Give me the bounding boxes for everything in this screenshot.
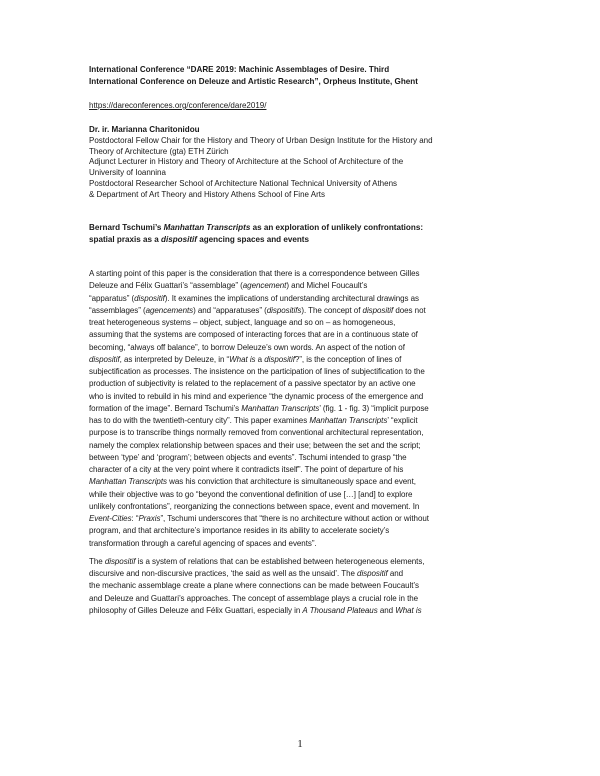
paragraph-line: dispositif, as interpreted by Deleuze, in “What is a dispositif?”, is the conception of lines of bbox=[89, 354, 402, 364]
paragraph-line: Manhattan Transcripts was his conviction that architecture is simultaneously space and event, bbox=[89, 477, 416, 487]
body-paragraph-1 bbox=[89, 268, 517, 550]
affiliation-line: Adjunct Lecturer in History and Theory of Architecture at the School of Architecture of the bbox=[89, 157, 404, 167]
affiliation-line: Theory of Architecture (gta) ETH Zürich bbox=[89, 146, 229, 156]
paragraph-line: “apparatus” (dispositif). It examines the implications of understanding architectural drawings as bbox=[89, 293, 420, 303]
paragraph-line: The dispositif is a system of relations that can be established between heterogeneous elements, bbox=[89, 556, 425, 566]
paragraph-line: transformation through a careful agencing of spaces and events”. bbox=[89, 538, 317, 548]
paragraph-line: has to do with the twentieth-century city”. This paper examines Manhattan Transcripts’ “explicit bbox=[89, 416, 418, 426]
conference-header bbox=[89, 64, 517, 112]
author-name: Dr. ir. Marianna Charitonidou bbox=[89, 125, 200, 134]
paragraph-line: treat heterogeneous systems – object, subject, language and so on – as homogeneous, bbox=[89, 318, 396, 328]
paragraph-line: formation of the image”. Bernard Tschumi’s Manhattan Transcripts’ (fig. 1 - fig. 3) “implicit purpose bbox=[89, 403, 429, 413]
page-number: 1 bbox=[297, 738, 303, 750]
paragraph-line: program, and that architecture’s importance resides in its ability to accelerate society’s bbox=[89, 526, 390, 536]
paragraph-line: the mechanic assemblage create a plane where connections can be made between Foucault’s bbox=[89, 581, 419, 591]
conference-title-line: International Conference “DARE 2019: Machinic Assemblages of Desire. Third bbox=[89, 65, 390, 74]
paragraph-line: namely the complex relationship between spaces and their use; between the set and the script; bbox=[89, 440, 421, 450]
paragraph-line: purpose is to transcribe things normally removed from conventional architectural representation, bbox=[89, 428, 424, 438]
affiliation-line: University of Ioannina bbox=[89, 168, 166, 178]
paragraph-line: who is invited to rebuild in his mind and experience “the dynamic process of the emergence and bbox=[89, 391, 424, 401]
paragraph-line: between ‘type’ and ‘program’; between objects and events”. Tschumi intended to grasp “the bbox=[89, 452, 407, 462]
document-page bbox=[89, 64, 517, 617]
paragraph-line: discursive and non-discursive practices, ‘the said as well as the unsaid’. The dispositif and bbox=[89, 569, 404, 579]
paragraph-line: Deleuze and Félix Guattari’s “assemblage” (agencement) and Michel Foucault’s bbox=[89, 281, 368, 291]
author-block bbox=[89, 124, 517, 200]
affiliation-line: & Department of Art Theory and History Athens School of Fine Arts bbox=[89, 189, 325, 199]
conference-title-line: International Conference on Deleuze and Artistic Research”, Orpheus Institute, Ghent bbox=[89, 77, 418, 86]
affiliation-line: Postdoctoral Researcher School of Architecture National Technical University of Athens bbox=[89, 178, 398, 188]
paragraph-line: character of a city at the very point where it contradicts itself”. The point of departure of his bbox=[89, 465, 404, 475]
paper-title bbox=[89, 222, 517, 246]
paragraph-line: subjectification as processes. The insistence on the participation of lines of subjectification to the bbox=[89, 367, 425, 377]
paragraph-line: “assemblages” (agencements) and “apparatuses” (dispositifs). The concept of dispositif does not bbox=[89, 305, 426, 315]
affiliation-line: Postdoctoral Fellow Chair for the History and Theory of Urban Design Institute for the History and bbox=[89, 136, 433, 145]
paragraph-line: Event-Cities: “Praxis”, Tschumi underscores that “there is no architecture without action or without bbox=[89, 514, 429, 524]
paragraph-line: and Deleuze and Guattari’s approaches. The concept of assemblage plays a crucial role in the bbox=[89, 593, 419, 603]
paper-title-line: Bernard Tschumi’s Manhattan Transcripts as an exploration of unlikely confrontations: bbox=[89, 223, 424, 233]
paragraph-line: becoming, “always off balance”, to borrow Deleuze’s own words. An aspect of the notion of bbox=[89, 342, 405, 352]
body-paragraph-2 bbox=[89, 556, 517, 617]
paragraph-line: while their objective was to go “beyond the conventional definition of use […] [and] to explore bbox=[89, 489, 413, 499]
conference-link[interactable]: https://dareconferences.org/conference/dare2019/ bbox=[89, 101, 267, 110]
paper-title-line: spatial praxis as a dispositif agencing spaces and events bbox=[89, 235, 309, 245]
paragraph-line: production of subjectivity is related to the replacement of a passive spectator by an active one bbox=[89, 379, 416, 389]
paragraph-line: philosophy of Gilles Deleuze and Félix Guattari, especially in A Thousand Plateaus and What is bbox=[89, 605, 422, 615]
paragraph-line: assuming that the systems are composed of interacting forces that are in a continuous state of bbox=[89, 330, 418, 340]
paragraph-line: unlikely confrontations”, reorganizing the connections between space, event and movement. In bbox=[89, 501, 420, 511]
paragraph-line: A starting point of this paper is the consideration that there is a correspondence between Gilles bbox=[89, 269, 420, 279]
